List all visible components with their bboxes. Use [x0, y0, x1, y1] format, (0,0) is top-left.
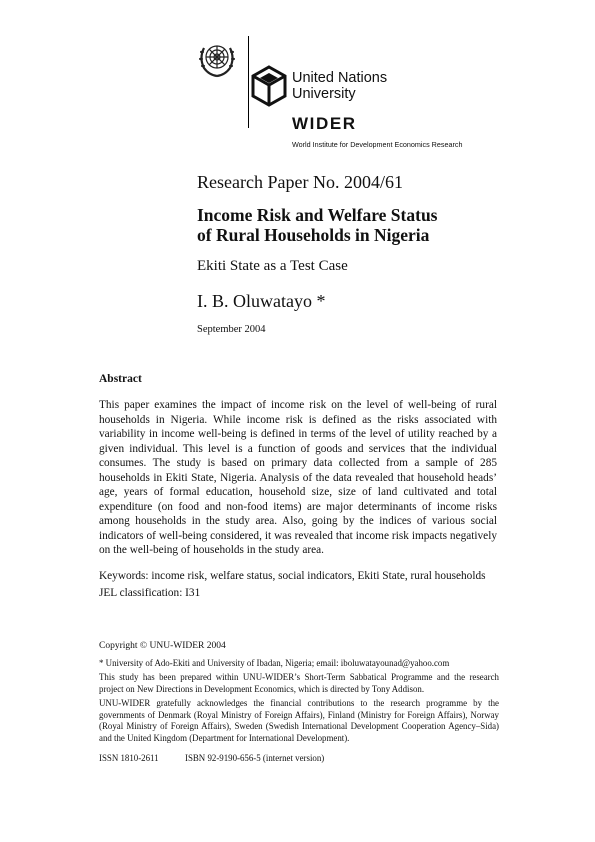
- wider-subtitle: World Institute for Development Economics Research: [292, 140, 463, 149]
- unu-name-line1: United Nations: [292, 70, 388, 86]
- isbn-number: ISBN 92-9190-656-5 (internet version): [185, 753, 325, 763]
- publication-date: September 2004: [197, 324, 266, 335]
- jel-classification: JEL classification: I31: [99, 587, 201, 599]
- abstract-heading: Abstract: [99, 373, 142, 385]
- preparation-note: This study has been prepared within UNU-WIDER’s Short-Term Sabbatical Programme and the research project on New Directions in Development Economics, which is directed by Tony Addison.: [99, 672, 499, 694]
- author-name: I. B. Oluwatayo *: [197, 291, 326, 311]
- copyright-notice: Copyright © UNU-WIDER 2004: [99, 641, 226, 651]
- author-affiliation: * University of Ado-Ekiti and University of Ibadan, Nigeria; email: iboluwatayounad@yahoo.com: [99, 658, 450, 668]
- unu-name: [292, 70, 387, 102]
- header-divider: [248, 36, 249, 128]
- series-number: Research Paper No. 2004/61: [197, 172, 403, 192]
- paper-title-line2: of Rural Households in Nigeria: [197, 225, 430, 245]
- paper-title-line1: Income Risk and Welfare Status: [197, 205, 438, 225]
- paper-subtitle: Ekiti State as a Test Case: [197, 258, 348, 274]
- wider-logo-text: WIDER: [292, 114, 357, 133]
- funding-acknowledgement: UNU-WIDER gratefully acknowledges the financial contributions to the research programme by the governments of Denmark (Royal Ministry of Foreign Affairs), Finland (Ministry for Foreign Affairs), Norway (Royal Ministry of Foreign Affairs), Sweden (Swedish International Development Cooperation Agency–Sida) and the United Kingdom (Department for International Development).: [99, 698, 499, 743]
- abstract-body: This paper examines the impact of income risk on the level of well-being of rural households in Nigeria. While income risk is defined as the risks associated with variability in income well-being is defined in terms of the level of utility reached by a given individual. This level is a function of goods and services that the individual consumes. The study is based on primary data collected from a sample of 285 households in Ekiti State, Nigeria. Analysis of the data revealed that household heads’ age, years of formal education, household size, size of land cultivated and total expenditure (on food and non-food items) are major determinants of income risks among households in the study area. Also, going by the indices of various social indicators of well-being considered, it was revealed that income risk impacts negatively on the well-being of households in the study area.: [99, 399, 497, 556]
- issn-number: ISSN 1810-2611: [99, 753, 159, 763]
- un-emblem-icon: [196, 38, 238, 80]
- keywords: Keywords: income risk, welfare status, social indicators, Ekiti State, rural households: [99, 570, 486, 582]
- unu-name-line2: University: [292, 86, 356, 102]
- unu-cube-logo-icon: [250, 64, 288, 108]
